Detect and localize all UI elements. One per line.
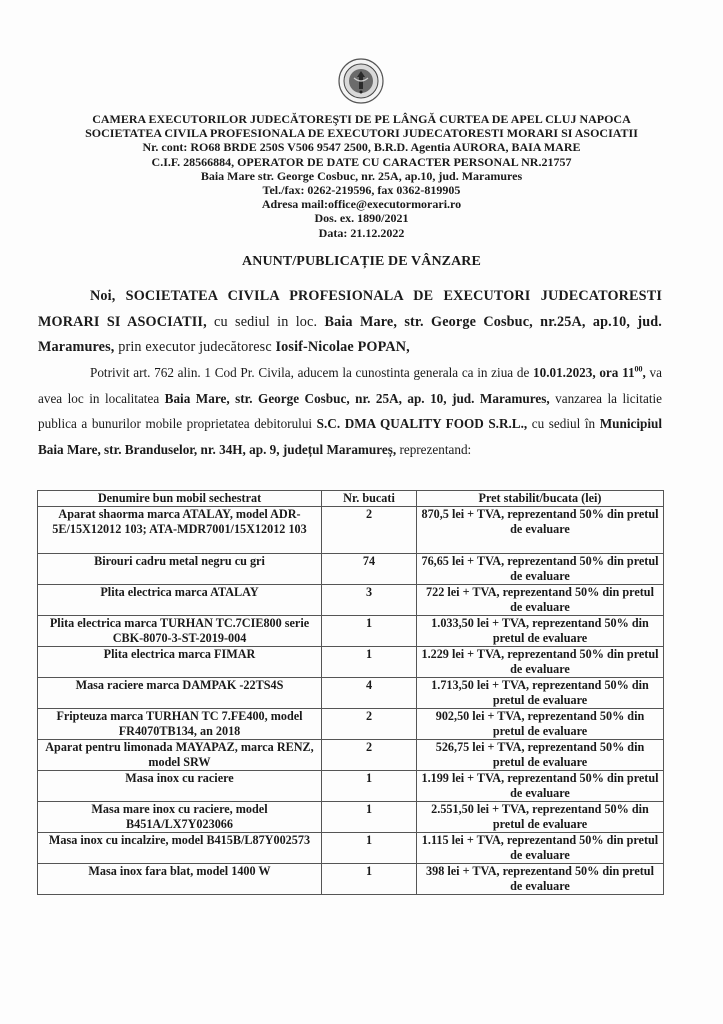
table-row [38,507,664,554]
executor-seal-icon [338,58,384,104]
auction-location: Baia Mare, str. George Cosbuc, nr. 25A, ap. 10, jud. Maramures, [164,390,550,406]
item-price: 398 lei + TVA, reprezentand 50% din pretul de evaluare [417,864,664,895]
table-row [38,709,664,740]
item-quantity: 2 [322,507,417,554]
document-title: ANUNT/PUBLICAȚIE DE VÂNZARE [242,254,481,269]
paragraph-auction [38,360,662,462]
item-quantity: 1 [322,802,417,833]
table-row [38,647,664,678]
seized-goods-table [37,490,664,895]
item-name: Masa inox cu incalzire, model B415B/L87Y002573 [38,833,322,864]
table-row [38,740,664,771]
item-name: Masa raciere marca DAMPAK -22TS4S [38,678,322,709]
table-row [38,585,664,616]
item-name: Plita electrica marca ATALAY [38,585,322,616]
item-name: Aparat pentru limonada MAYAPAZ, marca RENZ, model SRW [38,740,322,771]
file-number: Dos. ex. 1890/2021 [314,211,409,226]
letterhead-address: Baia Mare str. George Cosbuc, nr. 25A, ap.10, jud. Maramures [200,168,523,183]
item-price: 76,65 lei + TVA, reprezentand 50% din pretul de evaluare [417,554,664,585]
item-price: 2.551,50 lei + TVA, reprezentand 50% din pretul de evaluare [417,802,664,833]
item-quantity: 74 [322,554,417,585]
text: vanzarea la licitatie publica a bunurilor mobile proprietatea debitorului [38,390,663,431]
item-quantity: 2 [322,709,417,740]
item-price: 1.713,50 lei + TVA, reprezentand 50% din pretul de evaluare [417,678,664,709]
item-quantity: 1 [322,647,417,678]
table-row [38,802,664,833]
item-price: 902,50 lei + TVA, reprezentand 50% din pretul de evaluare [417,709,664,740]
auction-date: 10.01.2023, ora 11 [533,365,635,380]
company-address: Baia Mare, str. George Cosbuc, nr.25A, ap.10, jud. Maramures, [38,313,662,355]
letterhead-phone: Tel./fax: 0262-219596, fax 0362-819905 [262,183,461,198]
text: , [642,365,646,380]
table-row [38,554,664,585]
table-row [38,771,664,802]
letterhead-cif: C.I.F. 28566884, OPERATOR DE DATE CU CARACTER PERSONAL NR.21757 [151,154,572,169]
item-quantity: 1 [322,616,417,647]
debtor-address: Municipiul Baia Mare, str. Branduselor, nr. 34H, ap. 9, județul Maramureș, [38,416,662,457]
column-header-price: Pret stabilit/bucata (lei) [417,491,664,507]
item-name: Birouri cadru metal negru cu gri [38,554,322,585]
text: prin executor judecătoresc [114,339,276,355]
company-name: Noi, SOCIETATEA CIVILA PROFESIONALA DE EXECUTORI JUDECATORESTI MORARI SI ASOCIATII, [38,288,662,330]
text: reprezentand: [396,441,472,457]
item-name: Fripteuza marca TURHAN TC 7.FE400, model FR4070TB134, an 2018 [38,709,322,740]
item-price: 1.115 lei + TVA, reprezentand 50% din pretul de evaluare [417,833,664,864]
item-name: Aparat shaorma marca ATALAY, model ADR-5E/15X12012 103; ATA-MDR7001/15X12012 103 [38,507,322,554]
table-header-row [38,491,664,507]
letterhead [40,112,683,240]
item-price: 526,75 lei + TVA, reprezentand 50% din pretul de evaluare [417,740,664,771]
item-price: 1.033,50 lei + TVA, reprezentand 50% din pretul de evaluare [417,616,664,647]
executor-name: Iosif-Nicolae POPAN, [275,339,410,355]
item-price: 1.199 lei + TVA, reprezentand 50% din pretul de evaluare [417,771,664,802]
item-quantity: 1 [322,771,417,802]
item-quantity: 4 [322,678,417,709]
auction-minutes: 00 [634,364,643,374]
item-quantity: 2 [322,740,417,771]
table-row [38,678,664,709]
item-name: Masa mare inox cu raciere, model B451A/LX7Y023066 [38,802,322,833]
auction-datetime [533,365,646,380]
debtor-name: S.C. DMA QUALITY FOOD S.R.L., [316,416,528,431]
letterhead-company: SOCIETATEA CIVILA PROFESIONALA DE EXECUTORI JUDECATORESTI MORARI SI ASOCIATII [85,126,638,141]
letterhead-email: Adresa mail:office@executormorari.ro [261,197,462,212]
item-name: Masa inox fara blat, model 1400 W [38,864,322,895]
column-header-quantity: Nr. bucati [322,491,417,507]
table-row [38,833,664,864]
document-date: Data: 21.12.2022 [318,225,405,240]
item-quantity: 1 [322,864,417,895]
item-name: Plita electrica marca FIMAR [38,647,322,678]
letterhead-bank-account: Nr. cont: RO68 BRDE 250S V506 9547 2500, B.R.D. Agentia AURORA, BAIA MARE [142,140,581,155]
paragraph-intro [38,284,662,361]
item-name: Plita electrica marca TURHAN TC.7CIE800 serie CBK-8070-3-ST-2019-004 [38,616,322,647]
item-quantity: 3 [322,585,417,616]
table-row [38,616,664,647]
item-quantity: 1 [322,833,417,864]
item-price: 870,5 lei + TVA, reprezentand 50% din pretul de evaluare [417,507,664,554]
text: cu sediul în [527,416,600,431]
text: va avea loc in localitatea [38,365,662,406]
letterhead-chamber: CAMERA EXECUTORILOR JUDECĂTOREŞTI DE PE LÂNGĂ CURTEA DE APEL CLUJ NAPOCA [92,112,631,126]
text: cu sediul in loc. [206,313,325,330]
column-header-item: Denumire bun mobil sechestrat [38,491,322,507]
text: Potrivit art. 762 alin. 1 Cod Pr. Civila, aducem la cunostinta generala ca in ziua de [90,365,533,380]
item-name: Masa inox cu raciere [38,771,322,802]
item-price: 1.229 lei + TVA, reprezentand 50% din pretul de evaluare [417,647,664,678]
item-price: 722 lei + TVA, reprezentand 50% din pretul de evaluare [417,585,664,616]
table-row [38,864,664,895]
